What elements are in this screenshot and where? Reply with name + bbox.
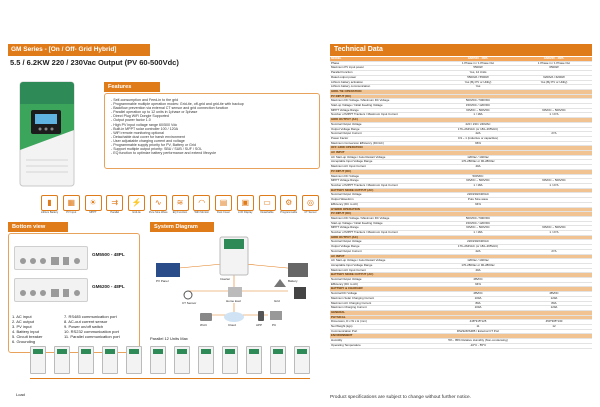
spec-label: ENVIRONMENT: [330, 334, 440, 339]
feature-icon-cell: [149, 195, 168, 215]
port-legend-item: 6. Grounding: [12, 339, 36, 344]
spec-label: Output Waveform: [330, 198, 440, 203]
spec-label: GRID-TIE OPERATION: [330, 89, 440, 94]
solar-panel-icon: ▦: [63, 195, 80, 211]
parallel-bus-line: [30, 378, 310, 379]
feature-item: - Detachable dust cover for harsh environment: [111, 135, 315, 139]
spec-label: Acceptable Input Voltage Range: [330, 263, 440, 268]
feature-icon-row: [40, 195, 320, 215]
spec-value: 100A: [440, 296, 516, 301]
bottom-view-image-a: [14, 246, 88, 270]
spec-label: MPPT Voltage Range: [330, 226, 440, 231]
product-title: 5.5 / 6.2KW 220 / 230Vac Output (PV 60-500Vdc): [10, 58, 179, 67]
tech-data-table: [330, 57, 592, 349]
tech-data-title: Technical Data: [330, 44, 592, 56]
spec-value: Pure Sine wave: [440, 198, 516, 203]
diagram-label-ct: CT Sensor: [182, 301, 197, 305]
feature-item: - Programmable supply priority for PV, Battery or Grid: [111, 143, 315, 147]
spec-label: Nominal Output Voltage: [330, 122, 440, 127]
spec-value: 1 / 18A: [440, 113, 516, 118]
feature-icon-cell: [105, 195, 124, 215]
port-legend-item: 1. AC input: [12, 314, 32, 319]
spec-label: MODEL: [330, 57, 440, 61]
spec-row: [330, 343, 592, 348]
feature-item: - Built-in MPPT solar controller 100 / 120A: [111, 127, 315, 131]
spec-label: AC INPUT: [330, 254, 440, 259]
port-legend-item: 7. RS485 communication port: [64, 314, 117, 319]
parallel-icon: ⇉: [106, 195, 123, 211]
spec-label: Start-up Voltage / Initial Feeding Voltage: [330, 221, 440, 226]
spec-label: Number of MPPT Trackers / Maximum Input Current: [330, 183, 440, 188]
icon-caption: PV Input: [66, 211, 77, 214]
spec-value: 448*315*125: [440, 320, 516, 325]
load-label: Load: [16, 392, 25, 397]
spec-label: GENERAL: [330, 310, 440, 315]
spec-value: 170-280Vac or 90-280Vac: [440, 263, 516, 268]
spec-value: GM6200 - 48PL: [516, 57, 592, 61]
spec-label: Dimension, D x W x H (mm): [330, 320, 440, 325]
spec-label: Maximum DC Voltage / Maximum DC Voltage: [330, 216, 440, 221]
spec-value: Yes: [440, 85, 516, 90]
spec-value: [516, 343, 592, 348]
parallel-unit: [54, 346, 70, 374]
spec-value: 1 Phase in / 1 Phase Out: [440, 61, 516, 66]
spec-value: 11: [440, 325, 516, 330]
spec-value: 80A: [516, 301, 592, 306]
product-image: [16, 80, 78, 188]
spec-value: 220 / 230 / 240VAC: [440, 122, 516, 127]
diagram-label-home-load: Home load: [226, 299, 241, 303]
spec-label: Lithium battery activation: [330, 80, 440, 85]
spec-label: MPPT Voltage Range: [330, 179, 440, 184]
spec-value: 94%: [440, 202, 516, 207]
spec-value: -10°C - 55°C: [440, 343, 516, 348]
spec-value: GM5500 - 48PL: [440, 57, 516, 61]
spec-value: 120Vac / 140Vac: [440, 155, 516, 160]
wifi-icon: ◠: [193, 195, 210, 211]
spec-value: 12: [516, 325, 592, 330]
feature-icon-cell: [127, 195, 146, 215]
spec-label: PHYSICAL: [330, 315, 440, 320]
spec-value: RS232/RS485 / External CT Port: [440, 329, 516, 334]
parallel-diagram: [30, 342, 320, 382]
spec-value: 1 / 27A: [516, 231, 592, 236]
spec-value: 120A: [516, 306, 592, 311]
ct-sensor-icon: ◎: [302, 195, 319, 211]
spec-value: 450*305*130: [516, 320, 592, 325]
spec-label: BATTERY & CHARGER: [330, 287, 440, 292]
gear-icon: ⚙: [280, 195, 297, 211]
diagram-label-grid: Grid: [274, 299, 280, 303]
icon-caption: CT Sensor: [304, 211, 317, 214]
feature-item: - Self-consumption and Feed-in to the grid: [111, 98, 315, 102]
spec-label: Lithium battery communication: [330, 85, 440, 90]
parallel-unit: [30, 346, 46, 374]
features-title: Features: [104, 82, 160, 92]
spec-value: 80A: [440, 301, 516, 306]
feature-icon-cell: [171, 195, 190, 215]
spec-label: AC Start-up Voltage / Auto Restart Voltage: [330, 155, 440, 160]
diagram-label-pv: PV Panel: [156, 279, 169, 283]
spec-value: 60VDC ~ 500VDC: [516, 226, 592, 231]
icon-caption: WiFi Monitor: [194, 211, 210, 214]
model-label-b: GM6200 - 48PL: [92, 284, 125, 289]
spec-label: Number of MPPT Trackers / Maximum Input Current: [330, 113, 440, 118]
spec-value: 120A: [516, 296, 592, 301]
diagram-label-pc: PC: [272, 323, 277, 327]
spec-label: HYBRID OPERATION: [330, 207, 440, 212]
parallel-unit: [150, 346, 166, 374]
spec-label: Output Voltage Range: [330, 245, 440, 250]
spec-value: 40A: [440, 268, 516, 273]
spec-value: Yes (By PV or Utility): [440, 80, 516, 85]
spec-label: Maximum AC Input Current: [330, 165, 440, 170]
feature-icon-cell: [84, 195, 103, 215]
feature-icon-cell: [236, 195, 255, 215]
feature-item: - High PV input voltage range 60/500 Vdc: [111, 123, 315, 127]
feature-icon-cell: [214, 195, 233, 215]
spec-label: Rated output power: [330, 75, 440, 80]
sun-icon: ☀: [85, 195, 102, 211]
battery-icon: ▮: [41, 195, 58, 211]
spec-value: 60VDC ~ 500VDC: [516, 179, 592, 184]
spec-label: BATTERY MODE OUTPUT (AC): [330, 188, 440, 193]
spec-value: 5500W: [440, 66, 516, 71]
port-legend-item: 3. PV input: [12, 324, 32, 329]
spec-label: Communication Port: [330, 329, 440, 334]
feature-item: - WiFi remote monitoring optional: [111, 131, 315, 135]
spec-value: 60VDC ~ 500VDC: [516, 108, 592, 113]
spec-value: 60VDC ~ 500VDC: [440, 179, 516, 184]
spec-value: 96%: [440, 141, 516, 146]
spec-label: GRID OUTPUT (AC): [330, 235, 440, 240]
parallel-unit: [102, 346, 118, 374]
spec-value: 170-280Vac or 90-280Vac: [440, 160, 516, 165]
spec-value: 1 / 18A: [440, 231, 516, 236]
spec-label: Maximum Solar Charging Current: [330, 296, 440, 301]
port-legend-item: 2. AC output: [12, 319, 35, 324]
spec-value: 5500VA / 5500W: [440, 75, 516, 80]
dust-cover-icon: ▤: [215, 195, 232, 211]
spec-value: 150VDC / 120VDC: [440, 221, 516, 226]
spec-label: Net Weight (kgs): [330, 325, 440, 330]
port-legend-right: [64, 314, 120, 339]
spec-value: 220/230/240VAC: [440, 240, 516, 245]
spec-label: Power Factor: [330, 136, 440, 141]
spec-label: Efficiency (DC to AC): [330, 282, 440, 287]
spec-value: 94%: [440, 282, 516, 287]
parallel-unit: [78, 346, 94, 374]
spec-label: Maximum DC Voltage: [330, 174, 440, 179]
icon-caption: Dust Cover: [217, 211, 230, 214]
feature-icon-cell: [258, 195, 277, 215]
spec-label: Maximum AC Charging Current: [330, 301, 440, 306]
spec-label: PV INPUT (DC): [330, 94, 440, 99]
port-legend-item: 9. Power on/off switch: [64, 324, 104, 329]
feature-item: - Support multiple output priority: SBU / SUB / SUF / SOL: [111, 147, 315, 151]
spec-label: PV INPUT (DC): [330, 212, 440, 217]
diagram-label-wifi: Wi-Fi: [200, 323, 207, 327]
spec-value: 48VDC: [440, 278, 516, 283]
spec-label: Operating Temperature: [330, 343, 440, 348]
port-legend-item: 11. Parallel communication port: [64, 334, 120, 339]
bottom-view-title: Bottom view: [8, 222, 68, 232]
icon-caption: EQ Function: [172, 211, 188, 214]
spec-label: GRID OUTPUT (AC): [330, 118, 440, 123]
spec-value: 500VDC: [440, 174, 516, 179]
feature-icon-cell: [62, 195, 81, 215]
spec-label: AC Start-up Voltage / Auto Restart Voltage: [330, 259, 440, 264]
feature-item: - Output power factor 1.0: [111, 118, 315, 122]
cover-icon: ▭: [259, 195, 276, 211]
parallel-unit: [126, 346, 142, 374]
diagram-label-inverter: Inverter: [220, 277, 231, 281]
diagram-label-app: APP: [256, 323, 263, 327]
spec-value: 60VDC ~ 500VDC: [440, 226, 516, 231]
spec-value: 27A: [516, 249, 592, 254]
spec-label: Parallel Function: [330, 71, 440, 76]
footer-note: Product specifications are subject to change without further notice.: [330, 395, 472, 400]
parallel-unit: [246, 346, 262, 374]
spec-label: AC INPUT: [330, 151, 440, 156]
feature-item: - User adjustable charging current and voltage: [111, 139, 315, 143]
spec-label: Number of MPPT Trackers / Maximum Input Current: [330, 231, 440, 236]
spec-label: Phase: [330, 61, 440, 66]
feature-icon-cell: [192, 195, 211, 215]
spec-value: 0.9 ~ 1 (inductive or capacitive): [440, 136, 516, 141]
spec-label: Nominal Output Voltage: [330, 193, 440, 198]
icon-caption: MPPT: [89, 211, 97, 214]
spec-label: Efficiency (DC to AC): [330, 202, 440, 207]
icon-caption: Pure Sine Wave: [148, 211, 168, 214]
icon-caption: Parallel: [110, 211, 120, 214]
system-diagram-title: System Diagram: [150, 222, 214, 232]
spec-value: Yes, 12 Units: [440, 71, 516, 76]
feature-item: - EQ function to optimize battery performance and extend lifecycle: [111, 151, 315, 155]
spec-value: 60VDC ~ 500VDC: [440, 108, 516, 113]
system-diagram: [148, 233, 320, 353]
feature-item: - Parallel operation up to 12 units in 1phase or 3phase: [111, 110, 315, 114]
spec-value: 22A: [440, 132, 516, 137]
spec-value: 1 / 27A: [516, 113, 592, 118]
icon-caption: Lithium Battery: [40, 211, 59, 214]
spec-value: 48VDC: [440, 292, 516, 297]
spec-value: 1 / 18A: [440, 183, 516, 188]
bottom-view-image-b: [14, 278, 88, 302]
port-legend-item: 8. AC-out current sensor: [64, 319, 108, 324]
spec-value: 48VDC: [516, 292, 592, 297]
parallel-title: Parallel 12 Units Max: [150, 336, 188, 341]
spec-value: 100A: [440, 306, 516, 311]
spec-label: Maximum DC Voltage / Maximum DC Voltage: [330, 99, 440, 104]
spec-value: 150VDC / 120VDC: [440, 104, 516, 109]
spec-value: 500VDC / 500VDC: [440, 99, 516, 104]
spec-label: Acceptable Input Voltage Range: [330, 160, 440, 165]
spec-label: Start-up Voltage / Initial Feeding Voltage: [330, 104, 440, 109]
spec-label: Nominal Output Current: [330, 249, 440, 254]
icon-caption: Grid-tie: [132, 211, 141, 214]
feature-item: - Programmable multiple operation modes: Grid-tie, off-grid and grid-tie with backup: [111, 102, 315, 106]
display-icon: ▣: [237, 195, 254, 211]
spec-value: 5% - 95% Relative Humidity (Non-condensing): [440, 339, 516, 344]
spec-label: BATTERY MODE OUTPUT (AC): [330, 273, 440, 278]
spec-value: 220/230/240VAC: [440, 193, 516, 198]
feature-item: - Backflow prevention via external CT sensor and grid connection function: [111, 106, 315, 110]
parallel-unit: [174, 346, 190, 374]
feature-icon-cell: [301, 195, 320, 215]
series-banner: GM Series - [On / Off- Grid Hybrid]: [8, 44, 150, 56]
parallel-unit: [222, 346, 238, 374]
spec-label: MPPT Voltage Range: [330, 108, 440, 113]
spec-value: 176~264VAC (or 184~265VAC): [440, 127, 516, 132]
spec-value: Yes (By PV or Utility): [516, 80, 592, 85]
feature-item: - Direct Plug WiFi Dongle Supported: [111, 114, 315, 118]
spec-label: Nominal Output Current: [330, 132, 440, 137]
feature-icon-cell: [279, 195, 298, 215]
spec-label: Nominal DC Voltage: [330, 292, 440, 297]
parallel-unit: [294, 346, 310, 374]
diagram-label-battery: Battery: [288, 279, 298, 283]
spec-label: OFF GRID OPERATION: [330, 146, 440, 151]
port-legend-left: [12, 314, 42, 344]
parallel-unit: [270, 346, 286, 374]
spec-value: 22A: [440, 249, 516, 254]
icon-caption: Programmable: [280, 211, 298, 214]
icon-caption: Detachable: [260, 211, 274, 214]
spec-value: 1 / 27A: [516, 183, 592, 188]
model-label-a: GM5500 - 48PL: [92, 252, 125, 257]
spec-label: Maximum PV input power: [330, 66, 440, 71]
spec-value: 500VDC / 500VDC: [440, 216, 516, 221]
grid-tower-icon: ⚡: [128, 195, 145, 211]
spec-value: 1 Phase in / 1 Phase Out: [516, 61, 592, 66]
port-legend-item: 5. Circuit breaker: [12, 334, 43, 339]
feature-icon-cell: [40, 195, 59, 215]
diagram-label-cloud: Cloud: [228, 323, 236, 327]
port-legend-item: 4. Battery input: [12, 329, 39, 334]
icon-caption: LCD Display: [238, 211, 253, 214]
features-list: [104, 93, 320, 169]
spec-label: PV INPUT (DC): [330, 169, 440, 174]
spec-value: 27A: [516, 132, 592, 137]
spec-label: Maximum AC Input Current: [330, 268, 440, 273]
spec-value: 6200VA / 6200W: [516, 75, 592, 80]
spec-value: 176~264VAC (or 184~265VAC): [440, 245, 516, 250]
spec-label: Humidity: [330, 339, 440, 344]
spec-value: 6500W: [516, 66, 592, 71]
port-legend-item: 10. RS232 communication port: [64, 329, 119, 334]
wave-icon: ∿: [150, 195, 167, 211]
spec-label: Output Voltage Range: [330, 127, 440, 132]
parallel-unit: [198, 346, 214, 374]
spec-label: Nominal Output Voltage: [330, 278, 440, 283]
eq-icon: ≋: [172, 195, 189, 211]
spec-value: 120Vac / 140Vac: [440, 259, 516, 264]
spec-label: Nominal Output Voltage: [330, 240, 440, 245]
spec-label: Maximum Conversion Efficiency (DC/AC): [330, 141, 440, 146]
spec-value: 40A: [440, 165, 516, 170]
spec-label: Maximum Charging Current: [330, 306, 440, 311]
